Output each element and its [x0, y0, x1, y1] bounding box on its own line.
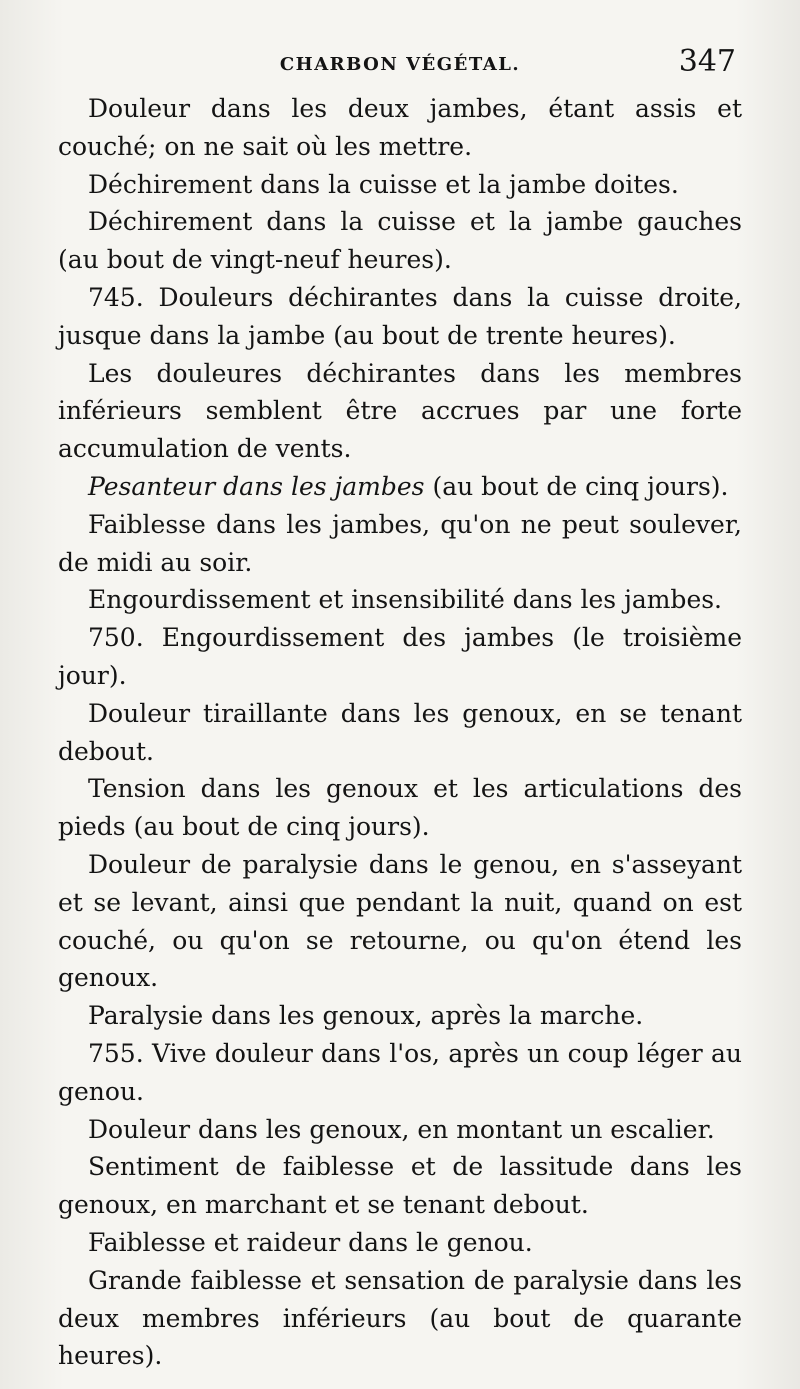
paragraph: 745. Douleurs déchirantes dans la cuisse droite, jusque dans la jambe (au bout de trente heures). [58, 282, 742, 350]
paragraph: Paralysie dans les genoux, après la marche. [88, 1001, 644, 1031]
paragraph: Faiblesse dans les jambes, qu'on ne peut soulever, de midi au soir. [58, 509, 742, 577]
paragraph: Les douleures déchirantes dans les membres inférieurs semblent être accrues par une forte accumulation de vents. [58, 358, 742, 464]
paragraph-rest: (au bout de cinq jours). [424, 471, 729, 501]
paragraph: Tension dans les genoux et les articulations des pieds (au bout de cinq jours). [58, 774, 742, 842]
paragraph: Douleur tiraillante dans les genoux, en se tenant debout. [58, 698, 742, 766]
italic-phrase: Pesanteur dans les jambes [88, 471, 425, 501]
paragraph: Grande faiblesse et sensation de paralysie dans les deux membres inférieurs (au bout de quarante heures). [58, 1265, 742, 1371]
page-header [58, 44, 742, 84]
paragraph: Déchirement dans la cuisse et la jambe doites. [88, 169, 679, 199]
paragraph: Douleur dans les deux jambes, étant assis et couché; on ne sait où les mettre. [58, 94, 742, 161]
paragraph: Douleur dans les genoux, en montant un escalier. [88, 1114, 715, 1144]
paragraph: 755. Vive douleur dans l'os, après un coup léger au genou. [58, 1038, 742, 1106]
paragraph: Sentiment de faiblesse et de lassitude dans les genoux, en marchant et se tenant debout. [58, 1152, 742, 1220]
paragraph: 750. Engourdissement des jambes (le troisième jour). [58, 623, 742, 690]
paragraph [58, 468, 742, 506]
paragraph: Déchirement dans la cuisse et la jambe gauches (au bout de vingt-neuf heures). [58, 207, 742, 275]
running-head: CHARBON VÉGÉTAL. [279, 54, 521, 75]
paragraph: Engourdissement et insensibilité dans les jambes. [88, 585, 723, 615]
page-number: 347 [678, 44, 736, 79]
paragraph: Faiblesse et raideur dans le genou. [88, 1227, 533, 1257]
paragraph: Douleur de paralysie dans le genou, en s'asseyant et se levant, ainsi que pendant la nuit, quand on est couché, ou qu'on se retourne, ou qu'on étend les genoux. [58, 849, 742, 993]
body-text [58, 90, 742, 1375]
